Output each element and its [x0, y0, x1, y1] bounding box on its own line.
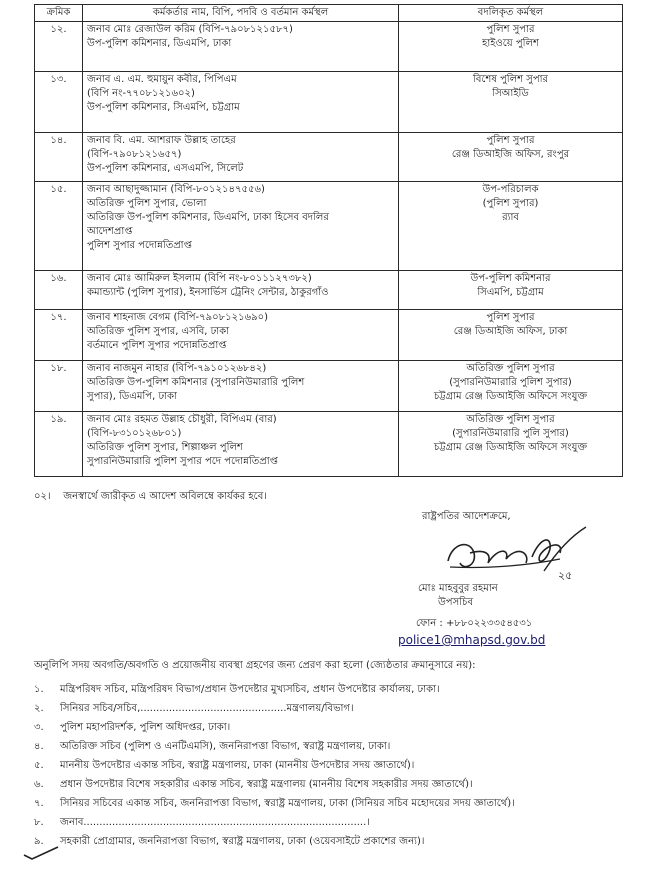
item-text: অতিরিক্ত সচিব (পুলিশ ও এনটিএমসি), জননিরাপত্তা বিভাগ, স্বরাষ্ট্র মন্ত্রণালয়, ঢাকা।	[60, 741, 391, 752]
transfer-table	[34, 4, 623, 477]
list-item	[34, 718, 515, 737]
officer-line: জনাব নাজমুন নাহার (বিপি-৭৯১০১২৬৮৪২)	[87, 363, 267, 374]
table-row	[35, 133, 623, 182]
officer-cell	[83, 22, 399, 72]
serial-cell: ১৯.	[35, 412, 83, 477]
posting-line: বিশেষ পুলিশ সুপার	[472, 74, 549, 85]
officer-line: জনাব বি. এম. আশরাফ উল্লাহ তাহের	[87, 135, 236, 146]
table-row	[35, 182, 623, 271]
posting-cell	[399, 310, 623, 361]
item-text: সিনিয়র সচিব/সচিব,..............................................মন্ত্রণালয়/বিভাগ।	[60, 703, 354, 714]
officer-cell	[83, 72, 399, 133]
officer-line: (বিপি-৮৩১০১২৬৮০১)	[87, 428, 182, 439]
posting-line: চট্টগ্রাম রেঞ্জ ডিআইজি অফিসে সংযুক্ত	[433, 391, 588, 402]
officer-line: জনাব শাহনাজ বেগম (বিপি-৭৯০৮১২১৬৯০)	[87, 312, 268, 323]
serial-cell: ১৭.	[35, 310, 83, 361]
item-number: ৯.	[34, 836, 44, 847]
list-item	[34, 794, 515, 813]
posting-line: (সুপারনিউমারারি পুলিশ সুপার)	[449, 377, 572, 388]
officer-cell	[83, 361, 399, 412]
posting-line: সিএমপি, চট্টগ্রাম	[477, 287, 544, 298]
table-row	[35, 310, 623, 361]
posting-line: হাইওয়ে পুলিশ	[482, 38, 539, 49]
officer-line: উপ-পুলিশ কমিশনার, এসএমপি, সিলেট	[87, 163, 244, 174]
posting-cell	[399, 72, 623, 133]
posting-line: উপ-পরিচালক	[482, 184, 539, 195]
officer-line: জনাব মোঃ আমিরুল ইসলাম (বিপি নং-৮০১১১২৭৩৮২)	[87, 273, 312, 284]
signatory-designation: উপসচিব	[438, 597, 474, 608]
serial-cell: ১৫.	[35, 182, 83, 271]
item-text: পুলিশ মহাপরিদর্শক, পুলিশ অধিদপ্তর, ঢাকা।	[60, 722, 231, 733]
table-row	[35, 22, 623, 72]
item-number: ৭.	[34, 798, 44, 809]
officer-line: অতিরিক্ত পুলিশ সুপার, ভোলা	[87, 198, 207, 209]
list-item	[34, 775, 515, 794]
officer-line: উপ-পুলিশ কমিশনার, ডিএমপি, ঢাকা	[87, 38, 232, 49]
posting-cell	[399, 412, 623, 477]
item-text: জনাব.........................................................................................।	[60, 817, 370, 828]
officer-line: আদেশপ্রাপ্ত	[87, 226, 133, 237]
posting-cell	[399, 182, 623, 271]
officer-line: সুপার), ডিএমপি, ঢাকা	[87, 391, 177, 402]
list-item	[34, 699, 515, 718]
officer-line: উপ-পুলিশ কমিশনার, সিএমপি, চট্টগ্রাম	[87, 102, 240, 113]
posting-line: অতিরিক্ত পুলিশ সুপার	[466, 414, 555, 425]
posting-line: রেঞ্জ ডিআইজি অফিস, ঢাকা	[453, 326, 568, 337]
posting-cell	[399, 133, 623, 182]
paragraph-number: ০২।	[34, 491, 51, 502]
header-officer: কর্মকর্তার নাম, বিপি, পদবি ও বর্তমান কর্মস্থল	[83, 5, 399, 22]
posting-cell	[399, 271, 623, 310]
list-item	[34, 756, 515, 775]
officer-line: অতিরিক্ত উপ-পুলিশ কমিশনার, ডিএমপি, ঢাকা হিসেব বদলির	[87, 212, 329, 223]
serial-cell: ১৬.	[35, 271, 83, 310]
officer-cell	[83, 412, 399, 477]
header-posting: বদলিকৃত কর্মস্থল	[399, 5, 623, 22]
signatory-name: মোঃ মাহবুবুর রহমান	[418, 583, 498, 594]
officer-line: (বিপি নং-৭৭০৮১২১৬০২)	[87, 88, 195, 99]
posting-line: চট্টগ্রাম রেঞ্জ ডিআইজি অফিসে সংযুক্ত	[433, 442, 588, 453]
list-item	[34, 813, 515, 832]
posting-line: (পুলিশ সুপার)	[482, 198, 539, 209]
item-text: প্রধান উপদেষ্টার বিশেষ সহকারীর একান্ত সচিব, স্বরাষ্ট্র মন্ত্রণালয় (মাননীয় বিশেষ সহকারীর সদয় জ্ঞাতার্থে)।	[60, 779, 473, 790]
item-text: সিনিয়র সচিবের একান্ত সচিব, জননিরাপত্তা বিভাগ, স্বরাষ্ট্র মন্ত্রণালয়, ঢাকা (সিনিয়র সচিব মহোদয়ের সদয় জ্ঞাতার্থে)।	[60, 798, 515, 809]
posting-cell	[399, 361, 623, 412]
posting-line: পুলিশ সুপার	[486, 135, 535, 146]
table-row	[35, 72, 623, 133]
email-link[interactable]: police1@mhapsd.gov.bd	[398, 633, 546, 647]
table-row	[35, 412, 623, 477]
posting-line: অতিরিক্ত পুলিশ সুপার	[466, 363, 555, 374]
item-number: ৬.	[34, 779, 44, 790]
serial-cell: ১২.	[35, 22, 83, 72]
officer-cell	[83, 182, 399, 271]
posting-line: পুলিশ সুপার	[486, 312, 535, 323]
serial-cell: ১৪.	[35, 133, 83, 182]
distribution-list	[34, 680, 515, 851]
header-serial: ক্রমিক	[35, 5, 83, 22]
order-line: রাষ্ট্রপতির আদেশক্রমে,	[422, 511, 511, 522]
officer-line: পুলিশ সুপার পদোন্নতিপ্রাপ্ত	[87, 240, 192, 251]
officer-line: (বিপি-৭৯০৮১২১৬৫৭)	[87, 149, 182, 160]
handwritten-signature	[440, 523, 590, 585]
table-row	[35, 271, 623, 310]
posting-line: র‍্যাব	[502, 212, 519, 223]
paragraph-text: জনস্বার্থে জারীকৃত এ আদেশ অবিলম্বে কার্যকর হবে।	[63, 491, 267, 502]
posting-cell	[399, 22, 623, 72]
signature-date-mark: ২৫	[558, 569, 573, 582]
item-number: ২.	[34, 703, 44, 714]
serial-cell: ১৩.	[35, 72, 83, 133]
officer-line: জনাব মোঃ রেজাউল করিম (বিপি-৭৯০৮১২১৫৮৭)	[87, 24, 293, 35]
officer-line: কমান্ড্যান্ট (পুলিশ সুপার), ইনসার্ভিস ট্রেনিং সেন্টার, ঠাকুরগাঁও	[87, 287, 329, 298]
list-item	[34, 737, 515, 756]
serial-cell: ১৮.	[35, 361, 83, 412]
item-text: সহকারী প্রোগ্রামার, জননিরাপত্তা বিভাগ, স্বরাষ্ট্র মন্ত্রণালয়, ঢাকা (ওয়েবসাইটে প্রকাশের জন্য)।	[60, 836, 425, 847]
item-number: ৩.	[34, 722, 44, 733]
list-item	[34, 832, 515, 851]
item-number: ৮.	[34, 817, 44, 828]
officer-line: বর্তমানে পুলিশ সুপার পদোন্নতিপ্রাপ্ত	[87, 340, 227, 351]
posting-line: (সুপারনিউমারারি পুলি সুপার)	[452, 428, 569, 439]
item-number: ১.	[34, 684, 44, 695]
posting-line: রেঞ্জ ডিআইজি অফিস, রংপুর	[451, 149, 570, 160]
order-paragraph	[34, 489, 267, 506]
posting-line: উপ-পুলিশ কমিশনার	[470, 273, 551, 284]
distribution-heading: অনুলিপি সদয় অবগতি/অবগতি ও প্রয়োজনীয় ব্যবস্থা গ্রহণের জন্য প্রেরণ করা হলো (জ্যেষ্ঠতার ক্রমানুসারে নয়):	[34, 660, 476, 671]
officer-line: অতিরিক্ত পুলিশ সুপার, শিল্পাঞ্চল পুলিশ	[87, 442, 243, 453]
item-text: মাননীয় উপদেষ্টার একান্ত সচিব, স্বরাষ্ট্র মন্ত্রণালয়, ঢাকা (মাননীয় উপদেষ্টার সদয় জ্ঞাতার্থে)।	[60, 760, 415, 771]
phone-line: ফোন : +৮৮০২২৩৩৫৪৫৩১	[416, 618, 533, 629]
posting-line: সিআইডি	[492, 88, 529, 99]
officer-cell	[83, 310, 399, 361]
officer-cell	[83, 133, 399, 182]
list-item	[34, 680, 515, 699]
table-row	[35, 361, 623, 412]
officer-line: জনাব মোঃ রহমত উল্লাহ চৌধুরী, বিপিএম (বার)	[87, 414, 277, 425]
pen-tick-mark	[22, 845, 62, 861]
officer-line: জনাব এ. এম. হুমায়ুন কবীর, পিপিএম	[87, 74, 237, 85]
officer-line: সুপারনিউমারারি পুলিশ সুপার পদে পদোন্নতিপ্রাপ্ত	[87, 456, 278, 467]
item-number: ৪.	[34, 741, 44, 752]
posting-line: পুলিশ সুপার	[486, 24, 535, 35]
officer-line: অতিরিক্ত পুলিশ সুপার, এসবি, ঢাকা	[87, 326, 230, 337]
officer-line: অতিরিক্ত উপ-পুলিশ কমিশনার (সুপারনিউমারারি পুলিশ	[87, 377, 305, 388]
table-header-row	[35, 5, 623, 22]
item-number: ৫.	[34, 760, 44, 771]
officer-cell	[83, 271, 399, 310]
item-text: মন্ত্রিপরিষদ সচিব, মন্ত্রিপরিষদ বিভাগ/প্রধান উপদেষ্টার মুখ্যসচিব, প্রধান উপদেষ্টার কার্যালয়, ঢাকা।	[60, 684, 440, 695]
officer-line: জনাব আছাদুজ্জামান (বিপি-৮০১২১৪৭৫৫৬)	[87, 184, 265, 195]
